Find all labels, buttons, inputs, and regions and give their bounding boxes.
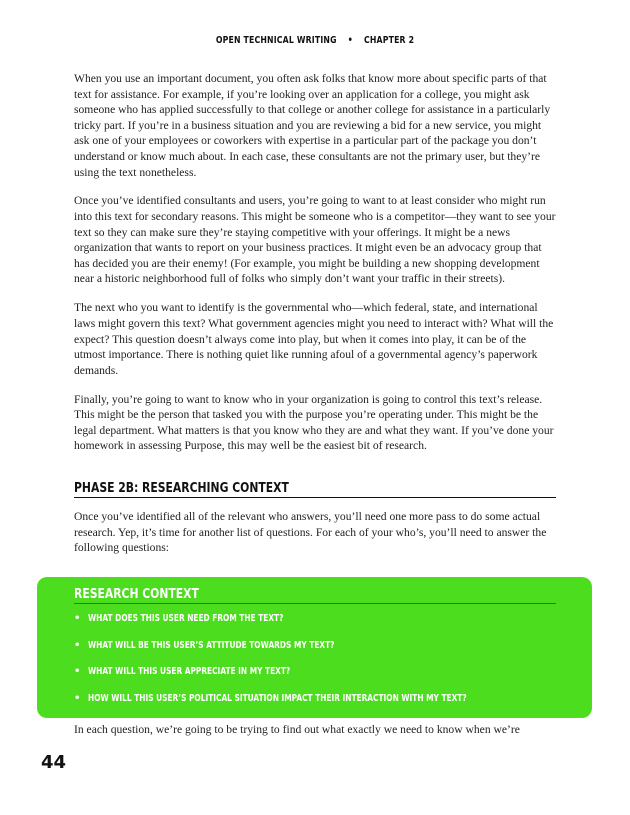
callout-question: • WHAT DOES THIS USER NEED FROM THE TEXT? [74, 613, 284, 624]
callout-question: • HOW WILL THIS USER’S POLITICAL SITUATION IMPACT THEIR INTERACTION WITH MY TEXT? [74, 692, 467, 704]
body-paragraphs [74, 71, 556, 467]
callout-question: • WHAT WILL BE THIS USER’S ATTITUDE TOWARDS MY TEXT? [74, 639, 335, 651]
paragraph-tail: In each question, we’re going to be trying to find out what exactly we need to know when we’re [74, 723, 520, 736]
tail-body [74, 722, 556, 751]
paragraph-organization: Finally, you’re going to want to know who in your organization is going to control this text’s release. This might be the person that tasked you with the purpose you’re operating under. This might be the legal department. What matters is that you know who they are and what they want. If you’ve done your homework in assessing Purpose, this may well be the easiest bit of research. [74, 392, 554, 453]
page-number: 44 [41, 752, 67, 773]
paragraph-secondary-users: Once you’ve identified consultants and users, you’re going to want to at least consider who might run into this text for secondary reasons. This might be someone who is a competitor—they want to see your text so they can make sure they’re staying competitive with your offerings. It might be a news organization that wants to report on your business practices. It might even be an advocacy group that has decided you are their enemy! (For example, you might be building a new shopping development near a historic neighborhood full of folks who simply don’t want your traffic in their streets). [74, 194, 556, 286]
callout-question: • WHAT WILL THIS USER APPRECIATE IN MY TEXT? [74, 666, 291, 677]
header-book-title: OPEN TECHNICAL WRITING [215, 35, 337, 46]
callout-title-text: RESEARCH CONTEXT [74, 586, 199, 602]
callout-title [74, 586, 556, 604]
bullet-icon: • [74, 613, 81, 624]
running-header [57, 35, 574, 46]
header-separator: • [347, 35, 353, 46]
section-heading-text: PHASE 2B: RESEARCHING CONTEXT [74, 480, 289, 496]
header-chapter: CHAPTER 2 [363, 35, 415, 46]
paragraph-section-intro: Once you’ve identified all of the relevant who answers, you’ll need one more pass to do some actual research. Yep, it’s time for another list of questions. For each of your who’s, you’ll need to answer the following questions: [74, 510, 547, 555]
section-body [74, 509, 556, 569]
research-context-callout [37, 577, 592, 718]
section-heading [74, 480, 556, 498]
callout-question-list [74, 613, 573, 719]
bullet-icon: • [74, 666, 81, 677]
paragraph-governmental: The next who you want to identify is the governmental who—which federal, state, and international laws might govern this text? What government agencies might you need to interact with? What will the expect? This question doesn’t always come into play, but when it comes into play, it can be of the utmost importance. There is nothing quiet like running afoul of a governmental agency’s paperwork demands. [74, 301, 554, 377]
paragraph-consultants: When you use an important document, you often ask folks that know more about specific parts of that text for assistance. For example, if you’re looking over an application for a college, you might ask someone who has applied successfully to that college or another college for assistance in a particularly tricky part. If you’re in a business situation and you are reviewing a bid for a new service, you might ask one of your employees or coworkers with expertise in a particular part of the package you don’t understand or know much about. In each case, these consultants are not the primary user, but they’re using the text nonetheless. [74, 72, 551, 179]
bullet-icon: • [74, 692, 81, 704]
bullet-icon: • [74, 639, 81, 651]
